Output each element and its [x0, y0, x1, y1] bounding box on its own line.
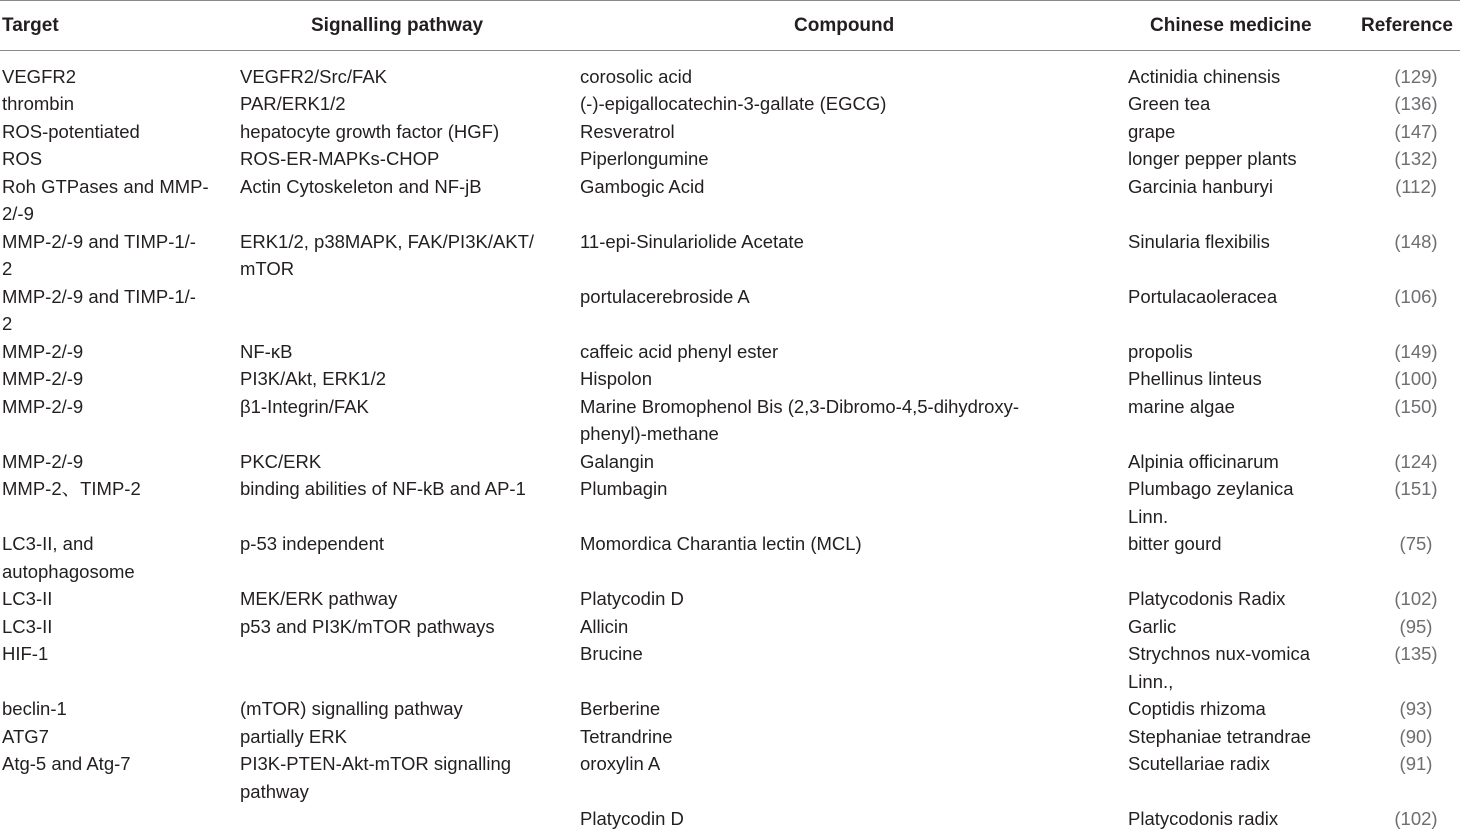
- cell-signalling-pathway-line: VEGFR2/Src/FAK: [240, 65, 388, 87]
- cell-reference-link[interactable]: (136): [1394, 93, 1438, 114]
- cell-signalling-pathway: [240, 63, 387, 91]
- cell-compound-line: (-)-epigallocatechin-3-gallate (EGCG): [580, 93, 887, 114]
- cell-chinese-medicine: [1128, 475, 1294, 530]
- cell-reference-link[interactable]: (135): [1394, 643, 1438, 664]
- cell-target-line: LC3-II, and: [2, 533, 94, 554]
- cell-target-line: 2: [2, 258, 13, 279]
- cell-compound: [580, 90, 886, 118]
- cell-chinese-medicine-line: Linn.,: [1128, 670, 1174, 692]
- cell-chinese-medicine: [1128, 365, 1262, 393]
- cell-compound-line: Brucine: [580, 643, 643, 664]
- cell-compound: [580, 723, 673, 751]
- header-rule: [0, 50, 1460, 51]
- cell-target: [2, 613, 52, 641]
- cell-compound: [580, 475, 667, 503]
- cell-signalling-pathway: [240, 90, 346, 118]
- cell-chinese-medicine-line: Sinularia flexibilis: [1128, 230, 1270, 252]
- cell-reference-link[interactable]: (151): [1394, 478, 1438, 499]
- table-top-rule: [0, 0, 1460, 1]
- cell-compound: [580, 365, 652, 393]
- cell-chinese-medicine-line: Plumbago zeylanica: [1128, 478, 1294, 499]
- cell-compound-line: Galangin: [580, 450, 655, 472]
- cell-target-line: 2: [2, 313, 13, 334]
- cell-compound: [580, 585, 684, 613]
- cell-target-line: MMP-2/-9: [2, 450, 84, 472]
- cell-compound: [580, 640, 643, 668]
- cell-compound-line: corosolic acid: [580, 65, 693, 87]
- cell-signalling-pathway-line: β1-Integrin/FAK: [240, 395, 369, 417]
- cell-signalling-pathway: [240, 723, 347, 751]
- cell-compound-line: portulacerebroside A: [580, 285, 750, 307]
- cell-chinese-medicine: [1128, 448, 1279, 476]
- cell-target-line: HIF-1: [2, 643, 49, 664]
- cell-compound: [580, 805, 684, 833]
- cell-signalling-pathway: [240, 585, 397, 613]
- cell-chinese-medicine-line: Platycodonis radix: [1128, 808, 1279, 829]
- cell-target-line: ROS: [2, 148, 43, 169]
- cell-target-line: MMP-2/-9 and TIMP-1/-: [2, 285, 196, 307]
- cell-signalling-pathway-line: PI3K-PTEN-Akt-mTOR signalling: [240, 753, 512, 774]
- cell-target: [2, 228, 196, 283]
- cell-chinese-medicine: [1128, 695, 1266, 723]
- cell-compound: [580, 695, 660, 723]
- cell-target: [2, 283, 196, 338]
- cell-target: [2, 90, 74, 118]
- cell-reference-link[interactable]: (91): [1399, 753, 1433, 774]
- cell-signalling-pathway: [240, 530, 384, 558]
- cell-signalling-pathway: [240, 365, 386, 393]
- cell-reference-link[interactable]: (147): [1394, 120, 1438, 142]
- cell-signalling-pathway-line: pathway: [240, 780, 309, 802]
- cell-compound-line: oroxylin A: [580, 753, 661, 774]
- cell-signalling-pathway-line: Actin Cytoskeleton and NF-jB: [240, 175, 482, 197]
- cell-reference-link[interactable]: (93): [1399, 698, 1433, 719]
- cell-signalling-pathway-line: MEK/ERK pathway: [240, 588, 398, 609]
- cell-target-line: ROS-potentiated: [2, 120, 140, 142]
- cell-compound-line: Gambogic Acid: [580, 175, 705, 197]
- cell-signalling-pathway-line: hepatocyte growth factor (HGF): [240, 120, 500, 142]
- cell-signalling-pathway: [240, 338, 292, 366]
- cell-reference-link[interactable]: (102): [1394, 588, 1438, 609]
- cell-target-line: ATG7: [2, 725, 49, 747]
- header-reference: Reference: [1361, 15, 1453, 36]
- cell-signalling-pathway-line: binding abilities of NF-kB and AP-1: [240, 478, 526, 499]
- cell-chinese-medicine-line: propolis: [1128, 340, 1193, 362]
- cell-compound-line: Momordica Charantia lectin (MCL): [580, 533, 862, 554]
- cell-compound-line: 11-epi-Sinulariolide Acetate: [580, 230, 804, 252]
- cell-compound-line: Platycodin D: [580, 808, 684, 829]
- cell-compound: [580, 283, 750, 311]
- cell-target-line: LC3-II: [2, 588, 53, 609]
- cell-reference-link[interactable]: (148): [1394, 230, 1438, 252]
- header-compound: Compound: [794, 15, 895, 36]
- cell-signalling-pathway: [240, 173, 482, 201]
- cell-signalling-pathway: [240, 475, 526, 503]
- cell-signalling-pathway-line: (mTOR) signalling pathway: [240, 698, 463, 719]
- cell-target: [2, 530, 135, 585]
- cell-compound: [580, 393, 1019, 448]
- cell-reference-link[interactable]: (149): [1394, 340, 1438, 362]
- cell-target-line: VEGFR2: [2, 65, 77, 87]
- cell-reference-link[interactable]: (75): [1399, 533, 1433, 554]
- cell-target: [2, 338, 83, 366]
- cell-target: [2, 475, 141, 503]
- cell-chinese-medicine-line: Garcinia hanburyi: [1128, 175, 1273, 197]
- cell-signalling-pathway-line: PAR/ERK1/2: [240, 93, 346, 114]
- cell-target: [2, 393, 83, 421]
- cell-compound: [580, 530, 862, 558]
- header-target: Target: [2, 15, 59, 36]
- cell-target: [2, 585, 52, 613]
- cell-target: [2, 173, 209, 228]
- cell-target-line: thrombin: [2, 93, 74, 114]
- cell-compound-line: Marine Bromophenol Bis (2,3-Dibromo-4,5-dihydroxy-: [580, 395, 1020, 417]
- cell-chinese-medicine: [1128, 283, 1277, 311]
- cell-target: [2, 63, 76, 91]
- cell-chinese-medicine-line: Scutellariae radix: [1128, 753, 1270, 774]
- cell-chinese-medicine: [1128, 750, 1270, 778]
- cell-chinese-medicine-line: Garlic: [1128, 615, 1177, 637]
- cell-signalling-pathway: [240, 613, 495, 641]
- cell-compound: [580, 145, 709, 173]
- cell-reference-link[interactable]: (132): [1394, 148, 1438, 169]
- cell-signalling-pathway-line: PKC/ERK: [240, 450, 322, 472]
- cell-chinese-medicine: [1128, 63, 1280, 91]
- cell-target: [2, 750, 131, 778]
- cell-compound: [580, 448, 654, 476]
- cell-chinese-medicine-line: marine algae: [1128, 395, 1235, 417]
- cell-compound: [580, 750, 660, 778]
- cell-signalling-pathway: [240, 228, 534, 283]
- cell-target-line: autophagosome: [2, 560, 135, 582]
- cell-chinese-medicine-line: Coptidis rhizoma: [1128, 698, 1266, 719]
- cell-target-line: MMP-2/-9: [2, 368, 84, 389]
- cell-compound-line: Piperlongumine: [580, 148, 709, 169]
- cell-signalling-pathway: [240, 118, 499, 146]
- cell-target: [2, 365, 83, 393]
- cell-chinese-medicine-line: Linn.: [1128, 505, 1169, 527]
- cell-signalling-pathway-line: PI3K/Akt, ERK1/2: [240, 368, 387, 389]
- cell-chinese-medicine: [1128, 723, 1311, 751]
- cell-compound-line: caffeic acid phenyl ester: [580, 340, 779, 362]
- cell-signalling-pathway-line: NF-κB: [240, 340, 293, 362]
- cell-chinese-medicine: [1128, 393, 1235, 421]
- cell-target: [2, 640, 48, 668]
- cell-signalling-pathway-line: partially ERK: [240, 725, 347, 747]
- cell-chinese-medicine-line: grape: [1128, 120, 1176, 142]
- cell-reference-link[interactable]: (102): [1394, 808, 1438, 829]
- cell-reference-link[interactable]: (112): [1395, 175, 1437, 197]
- cell-target: [2, 145, 42, 173]
- cell-target: [2, 695, 67, 723]
- cell-reference-link[interactable]: (100): [1394, 368, 1438, 389]
- cell-reference-link[interactable]: (129): [1394, 65, 1438, 87]
- cell-chinese-medicine-line: Portulacaoleracea: [1128, 285, 1278, 307]
- cell-target-line: MMP-2、TIMP-2: [2, 478, 141, 499]
- header-chinese-medicine: Chinese medicine: [1150, 15, 1312, 36]
- cell-compound-line: Plumbagin: [580, 478, 668, 499]
- cell-signalling-pathway-line: ERK1/2, p38MAPK, FAK/PI3K/AKT/: [240, 230, 535, 252]
- cell-signalling-pathway-line: ROS-ER-MAPKs-CHOP: [240, 148, 440, 169]
- cell-chinese-medicine: [1128, 805, 1278, 833]
- cell-target-line: MMP-2/-9: [2, 340, 84, 362]
- cell-chinese-medicine-line: Phellinus linteus: [1128, 368, 1262, 389]
- cell-compound: [580, 63, 692, 91]
- cell-compound: [580, 338, 778, 366]
- cell-compound-line: Resveratrol: [580, 120, 675, 142]
- cell-target-line: LC3-II: [2, 615, 53, 637]
- cell-target-line: MMP-2/-9 and TIMP-1/-: [2, 230, 196, 252]
- cell-target: [2, 723, 49, 751]
- cell-chinese-medicine: [1128, 338, 1193, 366]
- cell-reference-link[interactable]: (124): [1394, 450, 1438, 472]
- cell-chinese-medicine: [1128, 530, 1222, 558]
- cell-target-line: 2/-9: [2, 203, 34, 224]
- cell-chinese-medicine: [1128, 173, 1273, 201]
- cell-compound-line: phenyl)-methane: [580, 423, 719, 444]
- cell-chinese-medicine: [1128, 90, 1210, 118]
- cell-signalling-pathway: [240, 145, 439, 173]
- cell-signalling-pathway: [240, 448, 321, 476]
- cell-compound-line: Platycodin D: [580, 588, 684, 609]
- header-signalling-pathway: Signalling pathway: [311, 15, 484, 36]
- cell-chinese-medicine: [1128, 145, 1297, 173]
- cell-chinese-medicine: [1128, 613, 1176, 641]
- cell-signalling-pathway-line: p53 and PI3K/mTOR pathways: [240, 615, 495, 637]
- cell-compound: [580, 118, 675, 146]
- cell-target-line: MMP-2/-9: [2, 395, 84, 417]
- cell-chinese-medicine-line: Stephaniae tetrandrae: [1128, 725, 1312, 747]
- cell-chinese-medicine-line: Strychnos nux-vomica: [1128, 643, 1310, 664]
- cell-reference-link[interactable]: (90): [1399, 725, 1433, 747]
- cell-reference-link[interactable]: (150): [1394, 395, 1438, 417]
- cell-chinese-medicine-line: bitter gourd: [1128, 533, 1222, 554]
- cell-compound-line: Berberine: [580, 698, 661, 719]
- cell-signalling-pathway: [240, 393, 369, 421]
- cell-chinese-medicine-line: Actinidia chinensis: [1128, 65, 1281, 87]
- cell-chinese-medicine: [1128, 118, 1175, 146]
- cell-compound: [580, 613, 628, 641]
- cell-reference-link[interactable]: (95): [1399, 615, 1433, 637]
- cell-chinese-medicine: [1128, 640, 1310, 695]
- cell-signalling-pathway-line: p-53 independent: [240, 533, 385, 554]
- cell-compound-line: Allicin: [580, 615, 629, 637]
- cell-reference-link[interactable]: (106): [1394, 285, 1438, 307]
- cell-signalling-pathway: [240, 695, 463, 723]
- cell-compound-line: Hispolon: [580, 368, 652, 389]
- cell-chinese-medicine: [1128, 228, 1270, 256]
- cell-target-line: beclin-1: [2, 698, 67, 719]
- cell-chinese-medicine-line: Alpinia officinarum: [1128, 450, 1279, 472]
- cell-signalling-pathway: [240, 750, 511, 805]
- cell-chinese-medicine-line: Platycodonis Radix: [1128, 588, 1286, 609]
- cell-target-line: Atg-5 and Atg-7: [2, 753, 131, 774]
- cell-compound: [580, 173, 704, 201]
- cell-chinese-medicine-line: longer pepper plants: [1128, 148, 1297, 169]
- cell-chinese-medicine: [1128, 585, 1285, 613]
- cell-compound-line: Tetrandrine: [580, 725, 673, 747]
- cell-signalling-pathway-line: mTOR: [240, 258, 295, 279]
- cell-target-line: Roh GTPases and MMP-: [2, 175, 209, 197]
- cell-chinese-medicine-line: Green tea: [1128, 93, 1211, 114]
- cell-compound: [580, 228, 804, 256]
- cell-target: [2, 118, 140, 146]
- cell-target: [2, 448, 83, 476]
